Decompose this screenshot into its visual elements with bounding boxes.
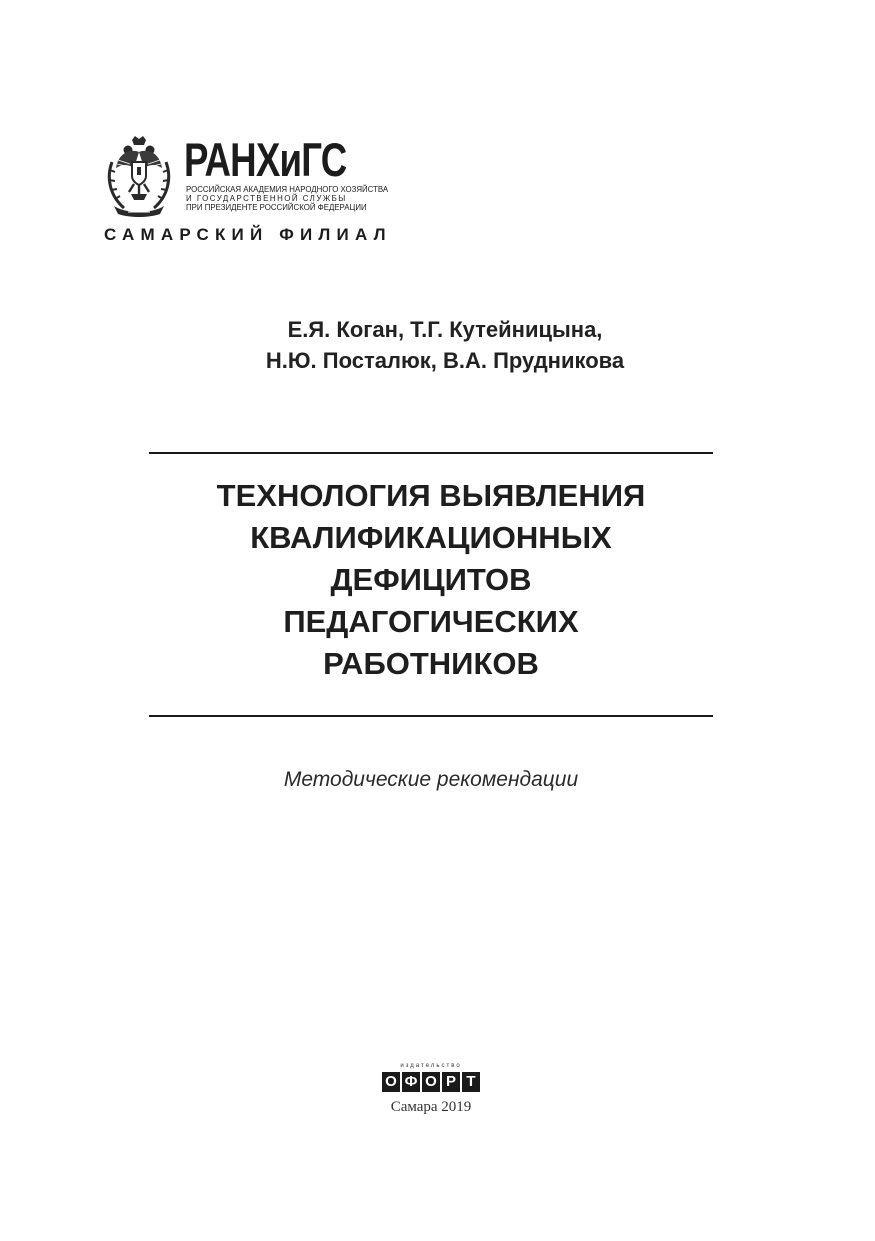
institution-logo <box>104 134 394 249</box>
book-subtitle: Методические рекомендации <box>283 768 579 791</box>
book-title <box>149 475 713 685</box>
title-line: ДЕФИЦИТОВ <box>330 562 532 597</box>
logo-subtitle-line: ПРИ ПРЕЗИДЕНТЕ РОССИЙСКОЙ ФЕДЕРАЦИИ <box>186 202 367 212</box>
publisher-logo-letter: Р <box>442 1072 460 1092</box>
title-line: ПЕДАГОГИЧЕСКИХ <box>283 604 579 639</box>
logo-abbreviation: РАНХиГС <box>184 133 347 186</box>
authors-line: Н.Ю. Посталюк, В.А. Прудникова <box>265 348 625 373</box>
publisher-logo-letter: Т <box>462 1072 480 1092</box>
publisher-logo-letter: О <box>422 1072 440 1092</box>
publisher-logo-letter: О <box>382 1072 400 1092</box>
title-line: РАБОТНИКОВ <box>323 646 539 681</box>
authors-line: Е.Я. Коган, Т.Г. Кутейницына, <box>287 317 603 342</box>
publisher-logo <box>370 1072 492 1092</box>
authors-block <box>0 314 875 376</box>
title-bottom-rule <box>149 715 713 717</box>
publication-place-year: Самара 2019 <box>390 1099 472 1115</box>
title-line: ТЕХНОЛОГИЯ ВЫЯВЛЕНИЯ <box>216 478 646 513</box>
publisher-label: издательство <box>400 1063 462 1069</box>
logo-subtitle-line: РОССИЙСКАЯ АКАДЕМИЯ НАРОДНОГО ХОЗЯЙСТВА <box>186 184 389 194</box>
title-top-rule <box>149 452 713 454</box>
logo-subtitle-line: И ГОСУДАРСТВЕННОЙ СЛУЖБЫ <box>186 193 347 203</box>
coat-of-arms-icon <box>104 134 174 218</box>
publisher-block <box>370 1063 492 1116</box>
title-line: КВАЛИФИКАЦИОННЫХ <box>250 520 612 555</box>
publisher-logo-letter: Ф <box>402 1072 420 1092</box>
logo-branch-name: САМАРСКИЙ ФИЛИАЛ <box>104 225 392 244</box>
